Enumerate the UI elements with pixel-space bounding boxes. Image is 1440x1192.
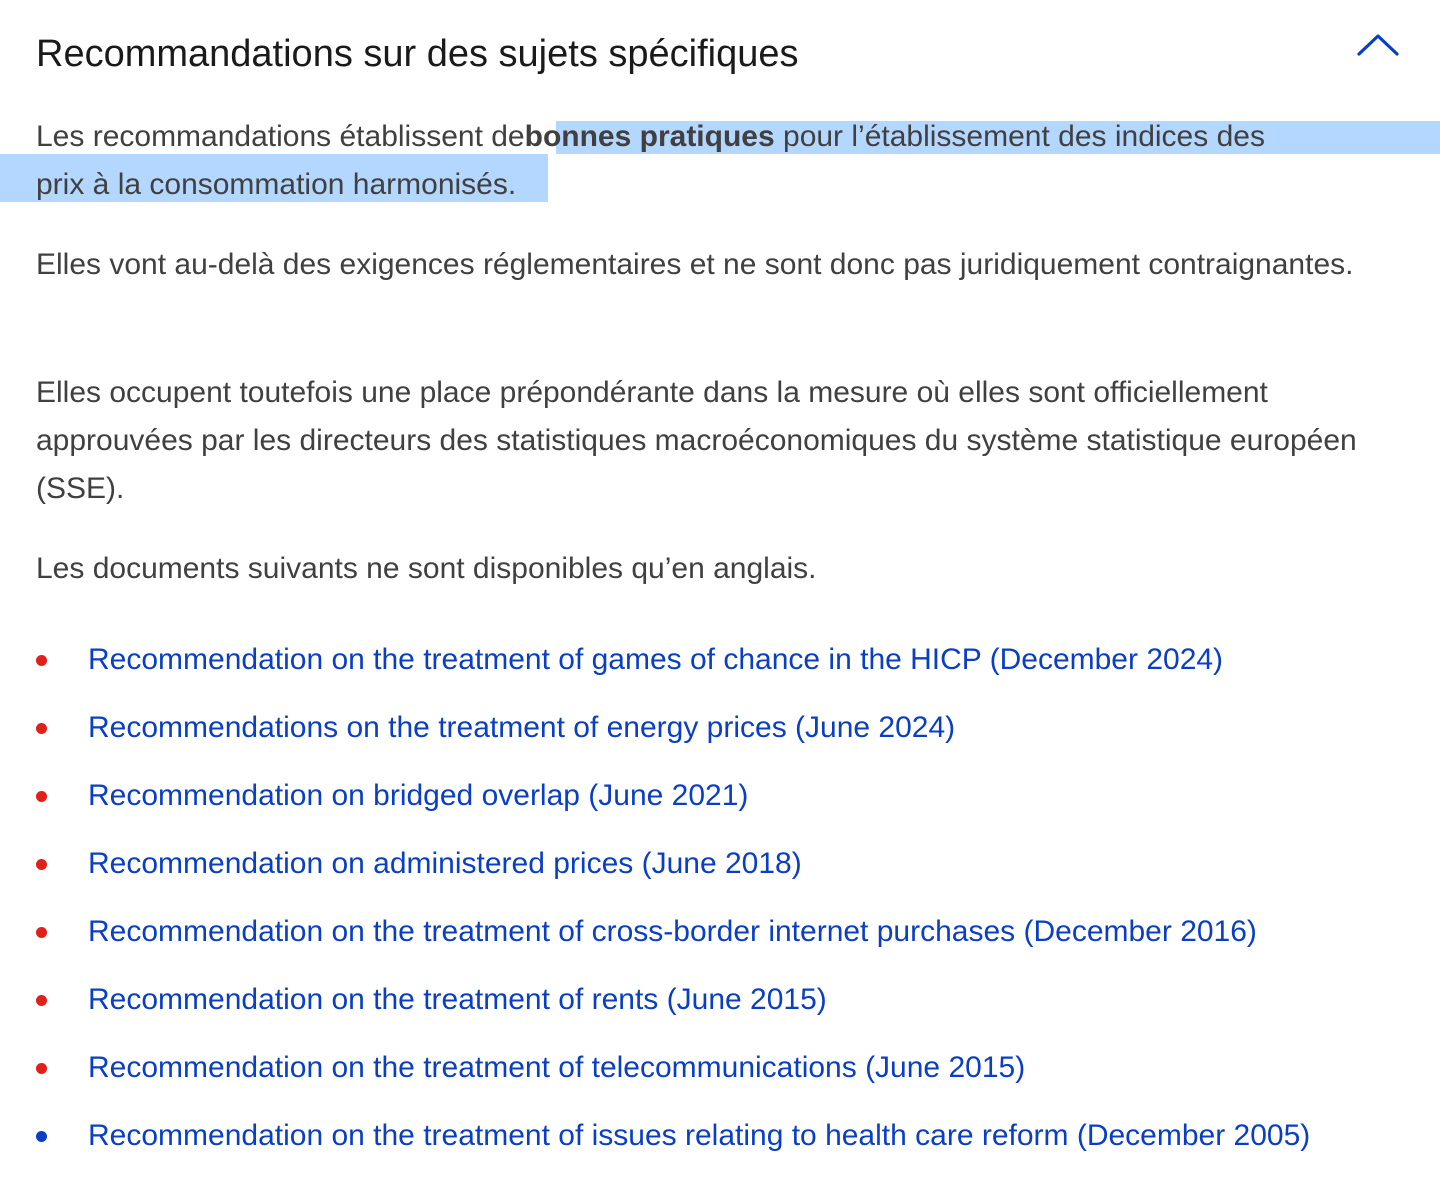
intro-paragraph-not-binding: Elles vont au-delà des exigences réglementaires et ne sont donc pas juridiquement contraignantes. bbox=[36, 248, 1354, 281]
bullet-icon bbox=[36, 1131, 47, 1142]
recommendation-link[interactable]: Recommendation on the treatment of cross-border internet purchases (December 2016) bbox=[88, 915, 1257, 948]
list-item bbox=[0, 900, 1440, 968]
list-item bbox=[0, 1036, 1440, 1104]
bullet-icon bbox=[36, 723, 47, 734]
recommendation-link[interactable]: Recommendation on bridged overlap (June 2021) bbox=[88, 779, 749, 812]
list-item bbox=[0, 696, 1440, 764]
accordion-header[interactable] bbox=[0, 0, 1440, 100]
intro-paragraph-good-practices bbox=[36, 113, 1406, 209]
recommendation-link[interactable]: Recommendation on the treatment of rents (June 2015) bbox=[88, 983, 827, 1016]
good-practices-emphasis: bonnes pratiques bbox=[524, 120, 775, 153]
recommendation-link[interactable]: Recommendation on the treatment of issues relating to health care reform (December 2005) bbox=[88, 1119, 1311, 1152]
bullet-icon bbox=[36, 655, 47, 666]
bullet-icon bbox=[36, 927, 47, 938]
bullet-icon bbox=[36, 995, 47, 1006]
list-item bbox=[0, 628, 1440, 696]
list-item bbox=[0, 1104, 1440, 1172]
recommendation-link[interactable]: Recommendations on the treatment of energy prices (June 2024) bbox=[88, 711, 956, 744]
recommendation-link[interactable]: Recommendation on administered prices (June 2018) bbox=[88, 847, 802, 880]
recommendation-link[interactable]: Recommendation on the treatment of games of chance in the HICP (December 2024) bbox=[88, 643, 1224, 676]
intro-text: pour l’établissement des indices des bbox=[774, 120, 1265, 153]
list-item bbox=[0, 764, 1440, 832]
bullet-icon bbox=[36, 791, 47, 802]
recommendations-list bbox=[0, 628, 1440, 1172]
intro-text: Les recommandations établissent de bbox=[36, 120, 525, 153]
section-title: Recommandations sur des sujets spécifiques bbox=[36, 33, 799, 75]
intro-paragraph-english-only: Les documents suivants ne sont disponibles qu’en anglais. bbox=[36, 552, 817, 585]
recommendation-link[interactable]: Recommendation on the treatment of telecommunications (June 2015) bbox=[88, 1051, 1026, 1084]
intro-paragraph-approval: Elles occupent toutefois une place prépondérante dans la mesure où elles sont officiellement approuvées par les directeurs des statistiques macroéconomiques du système statistique européen (SSE). bbox=[36, 376, 1357, 505]
bullet-icon bbox=[36, 1063, 47, 1074]
chevron-up-icon[interactable] bbox=[1352, 24, 1404, 68]
intro-text: prix à la consommation harmonisés. bbox=[36, 168, 517, 201]
list-item bbox=[0, 968, 1440, 1036]
bullet-icon bbox=[36, 859, 47, 870]
list-item bbox=[0, 832, 1440, 900]
